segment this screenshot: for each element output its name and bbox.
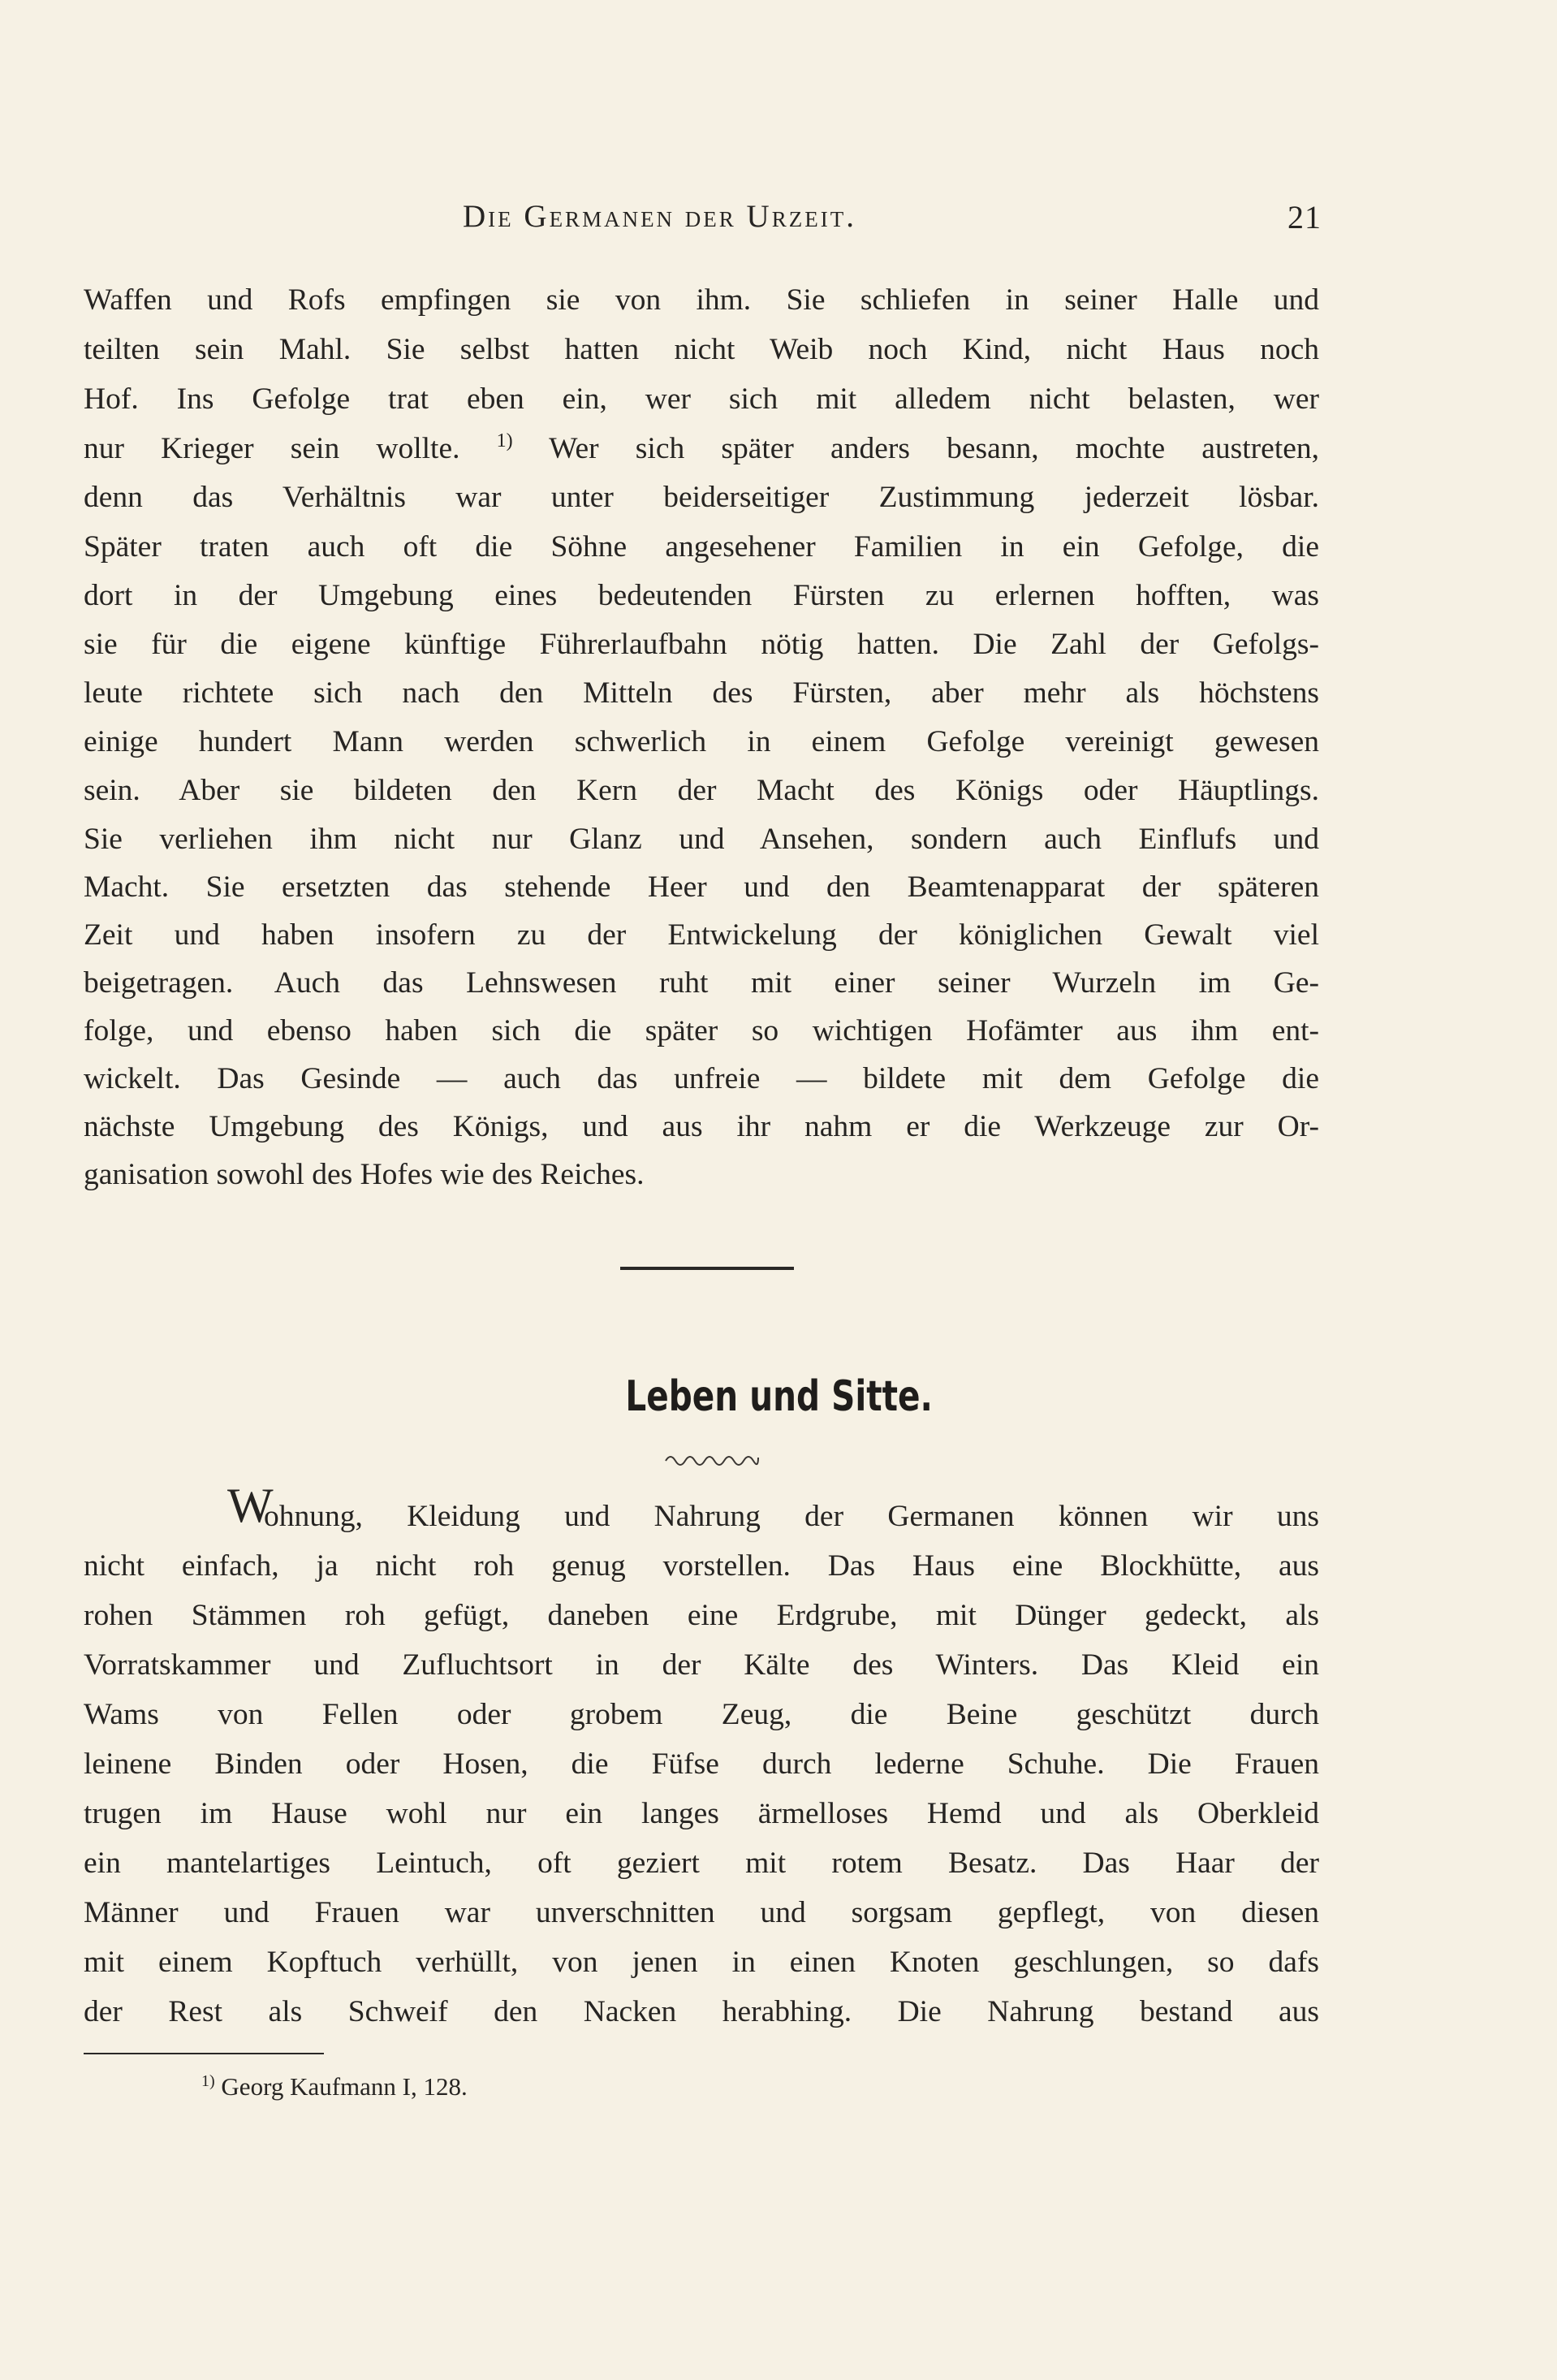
text-line: mit einem Kopftuch verhüllt, von jenen in einen Knoten geschlungen, so dafs [84,1946,1319,1979]
text-line: ganisation sowohl des Hofes wie des Reiches. [84,1158,645,1191]
footnote-rule [84,2053,324,2054]
text-segment: Wer sich später anders besann, mochte austreten, [549,432,1320,465]
footnote [201,2069,468,2108]
text-line: leinene Binden oder Hosen, die Füfse durch lederne Schuhe. Die Frauen [84,1747,1319,1781]
running-header [463,198,1322,247]
text-line: der Rest als Schweif den Nacken herabhing. Die Nahrung bestand aus [84,1995,1319,2028]
text-line: sein. Aber sie bildeten den Kern der Macht des Königs oder Häuptlings. [84,774,1319,807]
wavy-ornament-icon [664,1451,760,1466]
text-line: beigetragen. Auch das Lehnswesen ruht mit einer seiner Wurzeln im Ge- [84,966,1319,1000]
text-line-with-footnote [84,425,1319,473]
text-line: einige hundert Mann werden schwerlich in einem Gefolge vereinigt gewesen [84,725,1319,758]
text-segment: nur Krieger sein wollte. [84,432,460,465]
text-line: leute richtete sich nach den Mitteln des Fürsten, aber mehr als höchstens [84,676,1319,710]
text-line: dort in der Umgebung eines bedeutenden Fürsten zu erlernen hofften, was [84,579,1319,612]
text-line: wickelt. Das Gesinde — auch das unfreie — bildete mit dem Gefolge die [84,1062,1319,1095]
text-line: ein mantelartiges Leintuch, oft geziert mit rotem Besatz. Das Haar der [84,1847,1319,1880]
text-line: folge, und ebenso haben sich die später so wichtigen Hofämter aus ihm ent- [84,1014,1319,1047]
text-line: denn das Verhältnis war unter beiderseitiger Zustimmung jederzeit lösbar. [84,481,1319,514]
footnote-text: Georg Kaufmann I, 128. [221,2072,468,2101]
text-line: ohnung, Kleidung und Nahrung der Germanen können wir uns [264,1500,1319,1533]
text-line: nicht einfach, ja nicht roh genug vorstellen. Das Haus eine Blockhütte, aus [84,1549,1319,1583]
text-line: Wams von Fellen oder grobem Zeug, die Beine geschützt durch [84,1698,1319,1731]
text-line: Macht. Sie ersetzten das stehende Heer und den Beamtenapparat der späteren [84,870,1319,904]
text-line: Vorratskammer und Zufluchtsort in der Kälte des Winters. Das Kleid ein [84,1648,1319,1682]
section-title: Leben und Sitte. [625,1372,933,1421]
text-line: sie für die eigene künftige Führerlaufbahn nötig hatten. Die Zahl der Gefolgs- [84,628,1319,661]
section-separator-rule [620,1267,794,1270]
text-line: Sie verliehen ihm nicht nur Glanz und Ansehen, sondern auch Einflufs und [84,823,1319,856]
text-line: Waffen und Rofs empfingen sie von ihm. Sie schliefen in seiner Halle und [84,283,1319,317]
text-line: Hof. Ins Gefolge trat eben ein, wer sich mit alledem nicht belasten, wer [84,382,1319,416]
text-line: Männer und Frauen war unverschnitten und sorgsam gepflegt, von diesen [84,1896,1319,1929]
page-number: 21 [1287,199,1322,235]
footnote-reference[interactable]: 1) [496,430,513,451]
footnote-marker: 1) [201,2072,215,2090]
header-title: Die Germanen der Urzeit. [463,199,856,234]
text-line: Zeit und haben insofern zu der Entwickelung der königlichen Gewalt viel [84,918,1319,952]
text-line: Später traten auch oft die Söhne angesehener Familien in ein Gefolge, die [84,530,1319,564]
drop-cap: W [227,1479,274,1532]
text-line: nächste Umgebung des Königs, und aus ihr nahm er die Werkzeuge zur Or- [84,1110,1319,1143]
text-line: rohen Stämmen roh gefügt, daneben eine Erdgrube, mit Dünger gedeckt, als [84,1599,1319,1632]
text-line: trugen im Hause wohl nur ein langes ärmelloses Hemd und als Oberkleid [84,1797,1319,1830]
text-line: teilten sein Mahl. Sie selbst hatten nicht Weib noch Kind, nicht Haus noch [84,333,1319,366]
